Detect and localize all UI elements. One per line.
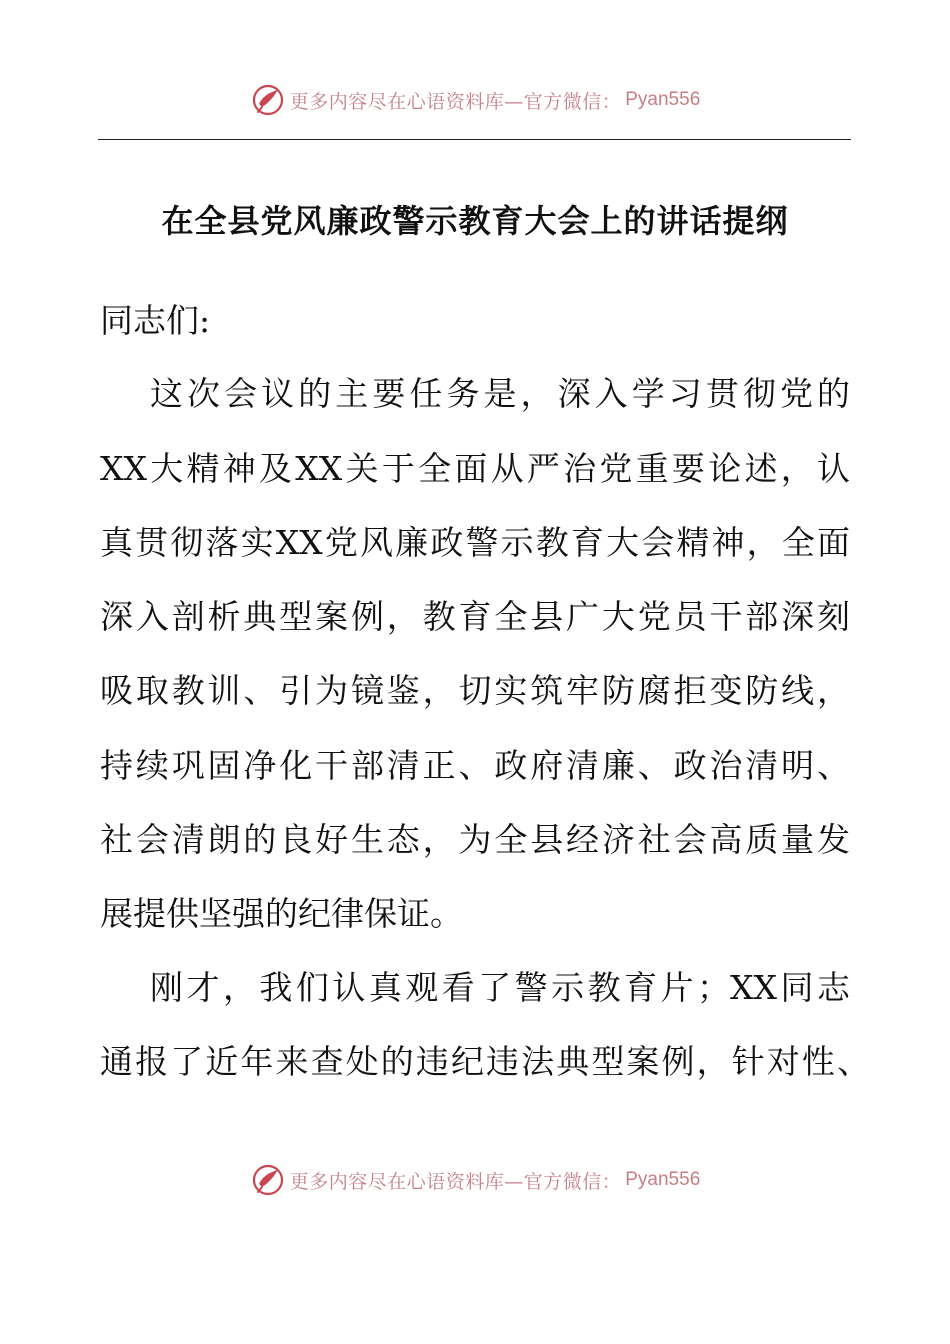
document-title: 在全县党风廉政警示教育大会上的讲话提纲 bbox=[161, 202, 789, 240]
footer-banner-text: 更多内容尽在心语资料库—官方微信： bbox=[289, 1170, 622, 1193]
body-line: XX大精神及XX关于全面从严治党重要论述，认 bbox=[100, 449, 850, 488]
footer-banner-wechat-id: Pyan556 bbox=[625, 1169, 701, 1190]
header-divider bbox=[98, 139, 851, 140]
header-banner-wechat-id: Pyan556 bbox=[625, 89, 701, 110]
header-banner-text: 更多内容尽在心语资料库—官方微信： bbox=[289, 90, 622, 113]
brand-logo-icon bbox=[250, 1162, 286, 1198]
body-line: 刚才，我们认真观看了警示教育片；XX同志 bbox=[150, 968, 850, 1007]
page-header-banner bbox=[0, 82, 950, 118]
body-line: 这次会议的主要任务是，深入学习贯彻党的 bbox=[150, 374, 850, 413]
body-line: 社会清朗的良好生态，为全县经济社会高质量发 bbox=[100, 820, 850, 859]
salutation: 同志们: bbox=[100, 301, 211, 340]
body-line: 通报了近年来查处的违纪违法典型案例，针对性、 bbox=[100, 1042, 870, 1081]
body-line: 持续巩固净化干部清正、政府清廉、政治清明、 bbox=[100, 746, 850, 785]
page-footer-banner bbox=[0, 1162, 950, 1198]
body-line: 真贯彻落实XX党风廉政警示教育大会精神，全面 bbox=[100, 523, 850, 562]
body-line: 吸取教训、引为镜鉴，切实筑牢防腐拒变防线， bbox=[100, 671, 850, 710]
body-line: 深入剖析典型案例，教育全县广大党员干部深刻 bbox=[100, 597, 850, 636]
brand-logo-icon bbox=[250, 82, 286, 118]
body-line: 展提供坚强的纪律保证。 bbox=[100, 894, 463, 933]
